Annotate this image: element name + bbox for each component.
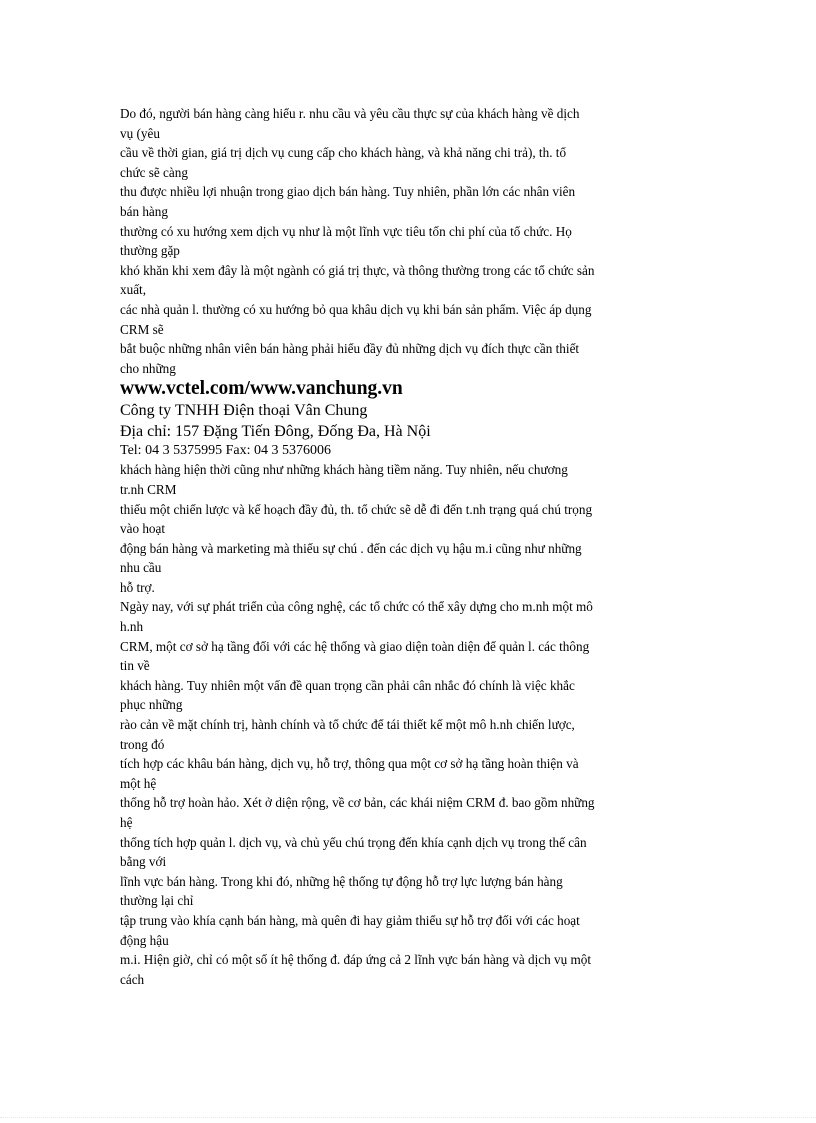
text-line-wrap: nhu cầu bbox=[120, 560, 162, 576]
text-line-wrap: CRM sẽ bbox=[120, 321, 164, 337]
text-line-wrap: trong đó bbox=[120, 736, 165, 752]
text-line: cầu về thời gian, giá trị dịch vụ cung cấp cho khách hàng, và khả năng chi trả), th. tổ bbox=[120, 145, 567, 161]
company-address: Địa chỉ: 157 Đặng Tiến Đông, Đống Đa, Hà Nội bbox=[120, 423, 431, 441]
text-line: khách hàng hiện thời cũng như những khách hàng tiềm năng. Tuy nhiên, nếu chương bbox=[120, 462, 568, 478]
text-line-wrap: cách bbox=[120, 971, 145, 987]
text-line: m.i. Hiện giờ, chỉ có một số ít hệ thống đ. đáp ứng cả 2 lĩnh vực bán hàng và dịch vụ một bbox=[120, 952, 592, 968]
text-line: thường có xu hướng xem dịch vụ như là một lĩnh vực tiêu tốn chi phí của tổ chức. Họ bbox=[120, 223, 572, 239]
text-line-wrap: bằng với bbox=[120, 854, 167, 870]
text-line: bắt buộc những nhân viên bán hàng phải hiểu đầy đủ những dịch vụ đích thực cần thiết bbox=[120, 341, 580, 357]
text-line-wrap: phục những bbox=[120, 697, 183, 713]
text-line: thống tích hợp quản l. dịch vụ, và chủ yếu chú trọng đến khía cạnh dịch vụ trong thế cân bbox=[120, 834, 587, 850]
text-line-wrap: thường gặp bbox=[120, 243, 180, 259]
text-line-wrap: thường lại chỉ bbox=[120, 893, 194, 909]
text-line: tích hợp các khâu bán hàng, dịch vụ, hỗ trợ, thông qua một cơ sở hạ tầng hoàn thiện và bbox=[120, 756, 579, 772]
text-line: hỗ trợ. bbox=[120, 579, 155, 595]
text-line: lĩnh vực bán hàng. Trong khi đó, những hệ thống tự động hỗ trợ lực lượng bán hàng bbox=[120, 873, 563, 889]
text-line-wrap: hệ bbox=[120, 815, 133, 830]
text-line-wrap: chức sẽ càng bbox=[120, 164, 188, 180]
text-line: khó khăn khi xem đây là một ngành có giá trị thực, và thông thường trong các tổ chức sản bbox=[120, 262, 595, 278]
company-name: Công ty TNHH Điện thoại Vân Chung bbox=[120, 402, 368, 420]
text-line-wrap: vào hoạt bbox=[120, 521, 166, 537]
text-line-wrap: một hệ bbox=[120, 775, 157, 791]
text-line-wrap: h.nh bbox=[120, 619, 144, 635]
text-line: động bán hàng và marketing mà thiếu sự chú . đến các dịch vụ hậu m.i cũng như những bbox=[120, 540, 582, 556]
company-header bbox=[120, 378, 694, 460]
text-line: tập trung vào khía cạnh bán hàng, mà quên đi hay giảm thiểu sự hỗ trợ đối với các hoạt bbox=[120, 912, 580, 928]
text-line: rào cản về mặt chính trị, hành chính và tổ chức để tái thiết kế một mô h.nh chiến lược, bbox=[120, 717, 575, 733]
text-line: thống hỗ trợ hoàn hảo. Xét ở diện rộng, về cơ bản, các khái niệm CRM đ. bao gồm những bbox=[120, 795, 595, 811]
text-line: CRM, một cơ sở hạ tầng đối với các hệ thống và giao diện toàn diện để quản l. các thông bbox=[120, 638, 590, 654]
text-line: các nhà quản l. thường có xu hướng bỏ qua khâu dịch vụ khi bán sản phẩm. Việc áp dụng bbox=[120, 301, 592, 317]
text-line-wrap: xuất, bbox=[120, 282, 147, 298]
page-bottom-divider bbox=[0, 1117, 816, 1118]
text-line-wrap: cho những bbox=[120, 360, 176, 376]
text-column bbox=[120, 104, 694, 989]
text-line: Ngày nay, với sự phát triển của công nghệ, các tổ chức có thể xây dựng cho m.nh một mô bbox=[120, 599, 593, 615]
paragraph-2 bbox=[120, 460, 694, 989]
text-line-wrap: động hậu bbox=[120, 932, 169, 948]
company-website: www.vctel.com/www.vanchung.vn bbox=[120, 378, 403, 400]
text-line-wrap: tin về bbox=[120, 658, 150, 674]
text-line: Do đó, người bán hàng càng hiểu r. nhu cầu và yêu cầu thực sự của khách hàng về dịch bbox=[120, 106, 580, 121]
text-line-wrap: tr.nh CRM bbox=[120, 481, 177, 497]
text-line: khách hàng. Tuy nhiên một vấn đề quan trọng cần phải cân nhắc đó chính là việc khắc bbox=[120, 677, 575, 693]
company-tel-fax: Tel: 04 3 5375995 Fax: 04 3 5376006 bbox=[120, 443, 331, 459]
paragraph-1 bbox=[120, 104, 694, 378]
text-line: thiếu một chiến lược và kế hoạch đầy đủ, th. tổ chức sẽ dễ đi đến t.nh trạng quá chú trọng bbox=[120, 501, 593, 517]
text-line-wrap: vụ (yêu bbox=[120, 125, 160, 141]
text-line-wrap: bán hàng bbox=[120, 203, 168, 219]
text-line: thu được nhiều lợi nhuận trong giao dịch bán hàng. Tuy nhiên, phần lớn các nhân viên bbox=[120, 184, 576, 200]
